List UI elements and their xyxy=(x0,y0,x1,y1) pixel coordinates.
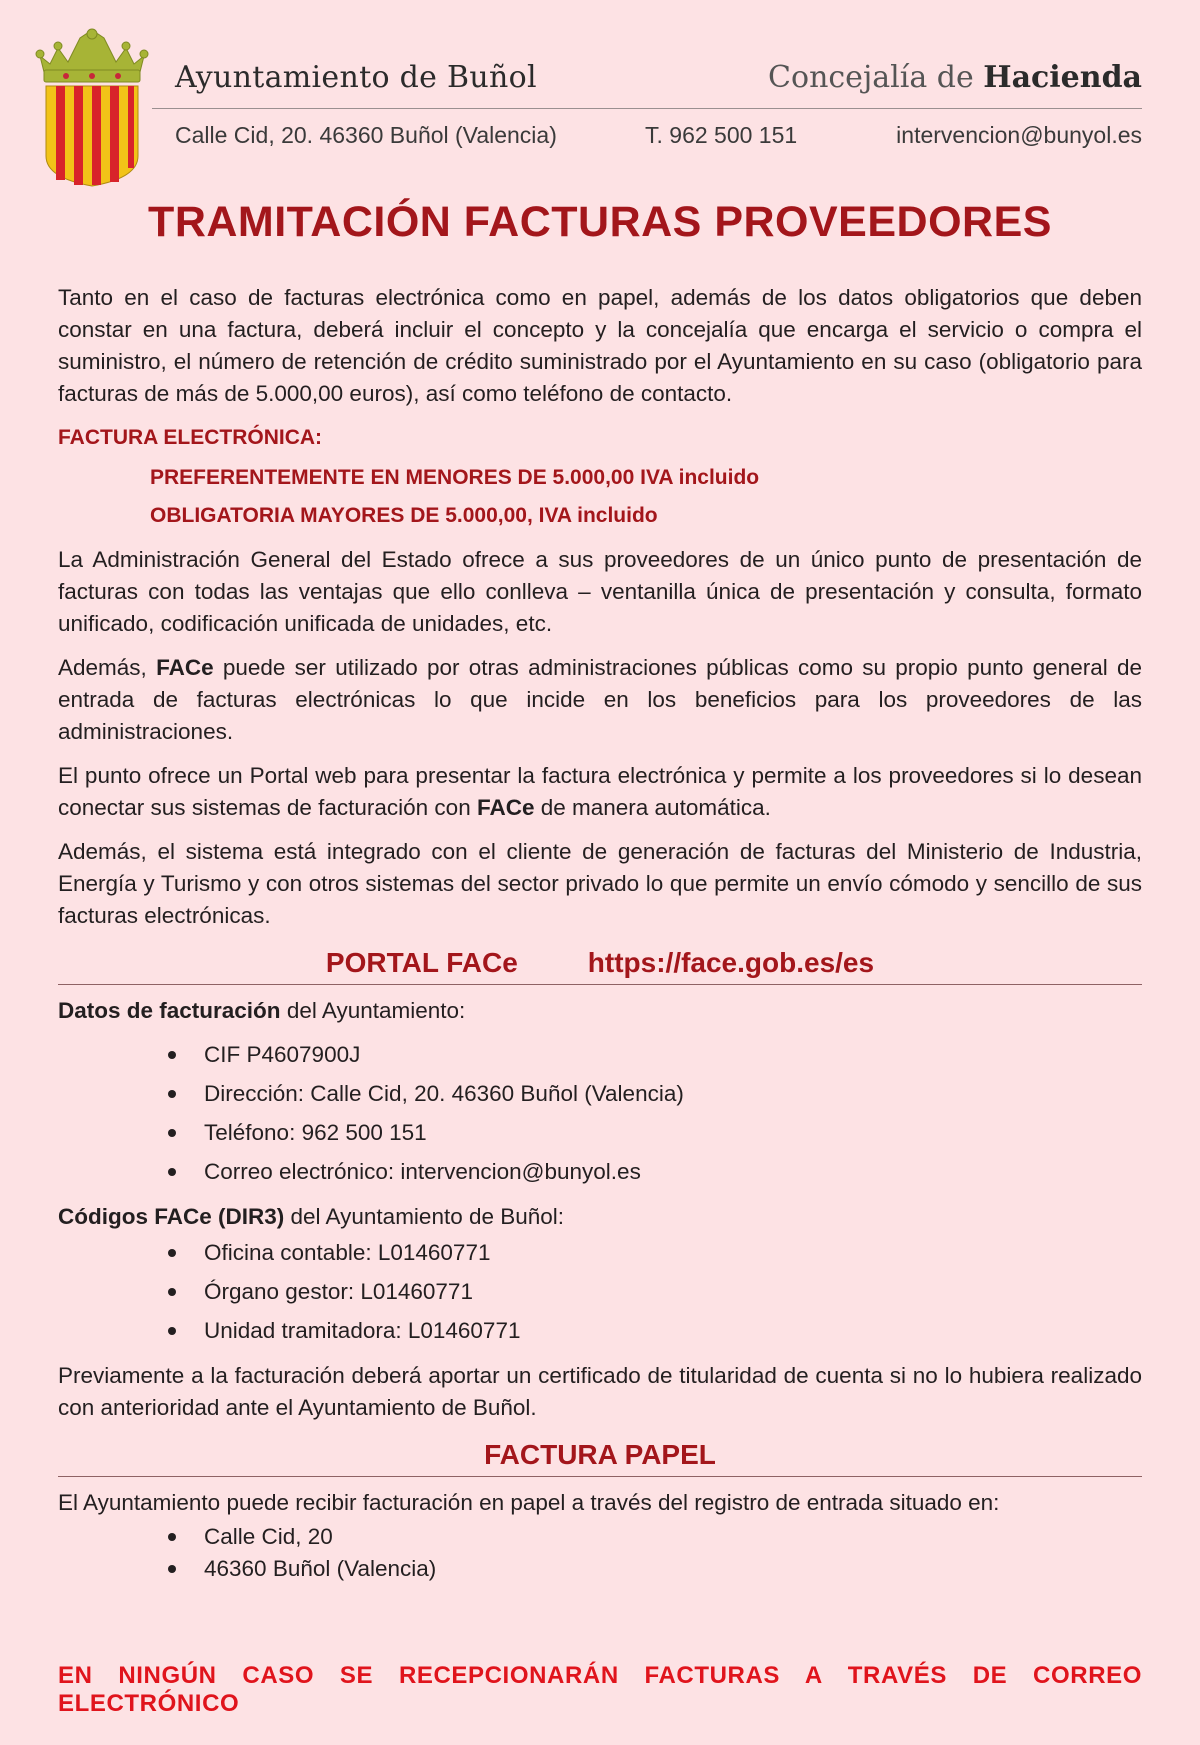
portal-face-label: PORTAL FACe xyxy=(325,947,518,978)
certificate-note: Previamente a la facturación deberá aportar un certificado de titularidad de cuenta si no lo hubiera realizado con anterioridad ante el Ayuntamiento de Buñol. xyxy=(58,1363,1142,1420)
email-warning: EN NINGÚN CASO SE RECEPCIONARÁN FACTURAS A TRAVÉS DE CORREO ELECTRÓNICO xyxy=(58,1662,1142,1717)
electronic-invoice-mandatory: OBLIGATORIA MAYORES DE 5.000,00, IVA incluido xyxy=(150,504,658,527)
list-item-text: Órgano gestor: L01460771 xyxy=(204,1279,473,1304)
header-address: Calle Cid, 20. 46360 Buñol (Valencia) xyxy=(175,122,557,148)
list-item-text: CIF P4607900J xyxy=(204,1042,361,1067)
text-span: Además, xyxy=(58,655,157,680)
billing-data-list xyxy=(58,1035,1142,1191)
list-item-text: Dirección: Calle Cid, 20. 46360 Buñol (Valencia) xyxy=(204,1081,684,1106)
paragraph-portal xyxy=(58,760,1142,824)
department-bold: Hacienda xyxy=(983,60,1142,95)
header-phone: T. 962 500 151 xyxy=(645,122,798,148)
list-item-text: Unidad tramitadora: L01460771 xyxy=(204,1318,521,1343)
list-item-text: Calle Cid, 20 xyxy=(204,1524,333,1549)
list-item xyxy=(168,1113,1142,1152)
text-span: El punto ofrece un Portal web para presentar la factura electrónica y permite a los proveedores si lo desean conectar sus sistemas de facturación con xyxy=(58,763,1142,820)
list-item xyxy=(168,1233,1142,1272)
bullet-icon xyxy=(168,1249,176,1257)
header-email: intervencion@bunyol.es xyxy=(896,122,1142,148)
face-bold: FACe xyxy=(156,655,214,680)
coat-of-arms-logo xyxy=(30,28,154,188)
header-divider xyxy=(152,108,1142,109)
face-bold: FACe xyxy=(476,795,535,820)
department-prefix: Concejalía de xyxy=(768,60,984,95)
paper-invoice-intro: El Ayuntamiento puede recibir facturación en papel a través del registro de entrada situado en: xyxy=(58,1490,1000,1515)
bullet-icon xyxy=(168,1288,176,1296)
paper-invoice-label: FACTURA PAPEL xyxy=(484,1439,716,1470)
department-name xyxy=(768,60,1142,95)
text-span: de manera automática. xyxy=(534,795,771,820)
bullet-icon xyxy=(168,1129,176,1137)
portal-face-heading xyxy=(58,944,1142,985)
list-item-text: Teléfono: 962 500 151 xyxy=(204,1120,427,1145)
codes-intro-bold: Códigos FACe (DIR3) xyxy=(58,1204,285,1229)
list-item xyxy=(168,1272,1142,1311)
bullet-icon xyxy=(168,1090,176,1098)
codes-intro-rest: del Ayuntamiento de Buñol: xyxy=(284,1204,565,1229)
billing-intro-bold: Datos de facturación xyxy=(58,998,281,1023)
billing-intro-rest: del Ayuntamiento: xyxy=(280,998,466,1023)
list-item xyxy=(168,1521,1142,1553)
bullet-icon xyxy=(168,1327,176,1335)
list-item xyxy=(168,1035,1142,1074)
codes-intro xyxy=(58,1201,1142,1233)
main-content xyxy=(58,282,1142,1595)
bullet-icon xyxy=(168,1051,176,1059)
electronic-invoice-preferred: PREFERENTEMENTE EN MENORES DE 5.000,00 IVA incluido xyxy=(150,466,760,489)
paragraph-integration: Además, el sistema está integrado con el cliente de generación de facturas del Ministerio de Industria, Energía y Turismo y con otros sistemas del sector privado lo que permite un envío cómodo y sencillo de sus facturas electrónicas. xyxy=(58,839,1142,928)
list-item-text[interactable]: Correo electrónico: intervencion@bunyol.es xyxy=(204,1159,641,1184)
bullet-icon xyxy=(168,1533,176,1541)
paragraph-administration: La Administración General del Estado ofrece a sus proveedores de un único punto de presentación de facturas con todas las ventajas que ello conlleva – ventanilla única de presentación y consulta, formato unificado, codificación unificada de unidades, etc. xyxy=(58,547,1142,636)
codes-list xyxy=(58,1233,1142,1350)
billing-data-intro xyxy=(58,995,1142,1027)
list-item xyxy=(168,1311,1142,1350)
organization-name: Ayuntamiento de Buñol xyxy=(175,60,537,95)
electronic-invoice-heading: FACTURA ELECTRÓNICA: xyxy=(58,426,323,449)
list-item xyxy=(168,1152,1142,1191)
paper-invoice-heading xyxy=(58,1436,1142,1477)
bullet-icon xyxy=(168,1565,176,1573)
paragraph-face-usage xyxy=(58,652,1142,748)
text-span: puede ser utilizado por otras administraciones públicas como su propio punto general de entrada de facturas electrónicas lo que incide en los beneficios para los proveedores de las administraciones. xyxy=(58,655,1143,744)
list-item-text: Oficina contable: L01460771 xyxy=(204,1240,491,1265)
intro-paragraph: Tanto en el caso de facturas electrónica como en papel, además de los datos obligatorios que deben constar en una factura, deberá incluir el concepto y la concejalía que encarga el servicio o compra el suministro, el número de retención de crédito suministrado por el Ayuntamiento en su caso (obligatorio para facturas de más de 5.000,00 euros), así como teléfono de contacto. xyxy=(58,285,1142,406)
list-item-text: 46360 Buñol (Valencia) xyxy=(204,1556,437,1581)
list-item xyxy=(168,1553,1142,1585)
paper-address-list xyxy=(58,1521,1142,1585)
portal-face-link[interactable]: https://face.gob.es/es xyxy=(587,947,875,978)
bullet-icon xyxy=(168,1168,176,1176)
page-title: TRAMITACIÓN FACTURAS PROVEEDORES xyxy=(148,198,1052,246)
list-item xyxy=(168,1074,1142,1113)
